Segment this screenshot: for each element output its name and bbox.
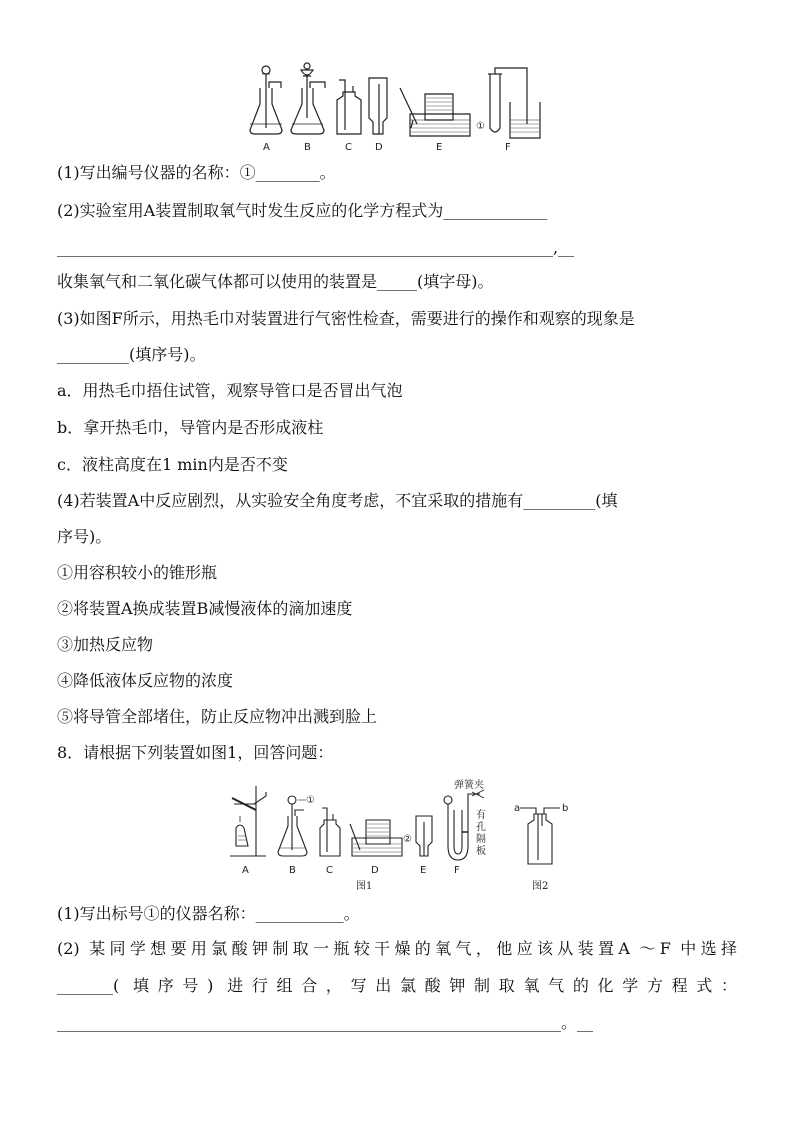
q7-measure-4: ④降低液体反应物的浓度 <box>57 671 234 690</box>
plate-char-3: 隔 <box>476 834 486 845</box>
fig2-label-e: E <box>420 865 427 876</box>
apparatus-c <box>337 80 361 134</box>
q8-part-1: (1)写出标号①的仪器名称：___________。 <box>57 904 360 923</box>
fig2-label-b: B <box>289 865 296 876</box>
plate-char-4: 板 <box>476 846 486 857</box>
port-b-label: b <box>562 803 569 814</box>
q7-measure-1: ①用容积较小的锥形瓶 <box>57 563 218 582</box>
apparatus-figure-1 <box>245 58 545 152</box>
q7-measure-3: ③加热反应物 <box>57 635 154 654</box>
apparatus-f <box>488 68 540 138</box>
label-b: B <box>304 142 311 152</box>
label-d: D <box>375 142 383 152</box>
apparatus-d <box>369 78 387 134</box>
q7-part-3-line-1: (3)如图F所示，用热毛巾对装置进行气密性检查，需要进行的操作和观察的现象是 <box>57 309 635 328</box>
spring-clip-label: 弹簧夹 <box>454 780 484 791</box>
fig2-label-c: C <box>326 865 333 876</box>
figure2-apparatus-d <box>350 820 402 856</box>
apparatus-b <box>291 63 325 134</box>
label-e: E <box>436 142 443 152</box>
q7-part-2-line-1: (2)实验室用A装置制取氧气时发生反应的化学方程式为_____________ <box>57 201 548 220</box>
q7-measure-5: ⑤将导管全部堵住，防止反应物冲出溅到脸上 <box>57 707 378 726</box>
q7-measure-2: ②将装置A换成装置B减慢液体的滴加速度 <box>57 599 353 618</box>
fig2-label-f: F <box>454 865 460 876</box>
q8-part-2-line-3: _______________________________________________________________。__ <box>57 1013 593 1032</box>
q7-part-4-line-1: (4)若装置A中反应剧烈，从实验安全角度考虑，不宜采取的措施有_________(填 <box>57 491 618 510</box>
figure2-apparatus-a <box>230 786 266 856</box>
figure2-bottle <box>520 808 560 864</box>
figure2-apparatus-e <box>416 816 432 856</box>
q7-option-a: a．用热毛巾捂住试管，观察导管口是否冒出气泡 <box>57 381 403 400</box>
q7-part-1: (1)写出编号仪器的名称：①________。 <box>57 163 336 182</box>
fig2-label-d: D <box>371 865 379 876</box>
figure2-apparatus-b <box>278 796 307 856</box>
q7-part-3-line-2: _________(填序号)。 <box>57 345 206 364</box>
figure2-apparatus-c <box>320 808 340 856</box>
q7-part-4-line-2: 序号)。 <box>57 527 112 546</box>
plate-char-2: 孔 <box>476 822 486 833</box>
caption-figure-2: 图2 <box>532 881 549 892</box>
caption-figure-1: 图1 <box>356 881 373 892</box>
q7-option-c: c．液柱高度在1 min内是否不变 <box>57 455 288 474</box>
apparatus-figure-2 <box>226 776 582 894</box>
marker-1-label: ① <box>476 121 485 132</box>
fig2-label-a: A <box>242 865 249 876</box>
fig2-marker-1: ① <box>306 795 315 806</box>
label-f: F <box>505 142 511 152</box>
apparatus-a <box>250 66 282 134</box>
fig2-marker-2: ② <box>403 834 412 845</box>
q8-title: 8．请根据下列装置如图1，回答问题： <box>57 743 334 762</box>
label-c: C <box>345 142 352 152</box>
q8-part-2-line-1: (2) 某同学想要用氯酸钾制取一瓶较干燥的氧气，他应该从装置A ～F 中选择 <box>57 939 737 958</box>
q7-part-2-line-3: 收集氧气和二氧化碳气体都可以使用的装置是_____(填字母)。 <box>57 272 494 291</box>
apparatus-e <box>400 88 470 136</box>
port-a-label: a <box>514 803 521 814</box>
q7-option-b: b．拿开热毛巾，导管内是否形成液柱 <box>57 418 324 437</box>
label-a: A <box>263 142 270 152</box>
q7-part-2-line-2: ______________________________________________________________,__ <box>57 238 575 257</box>
plate-char-1: 有 <box>476 810 486 821</box>
q8-part-2-line-2: _______( 填序号) 进行组合，写出氯酸钾制取氧气的化学方程式： <box>57 976 737 995</box>
